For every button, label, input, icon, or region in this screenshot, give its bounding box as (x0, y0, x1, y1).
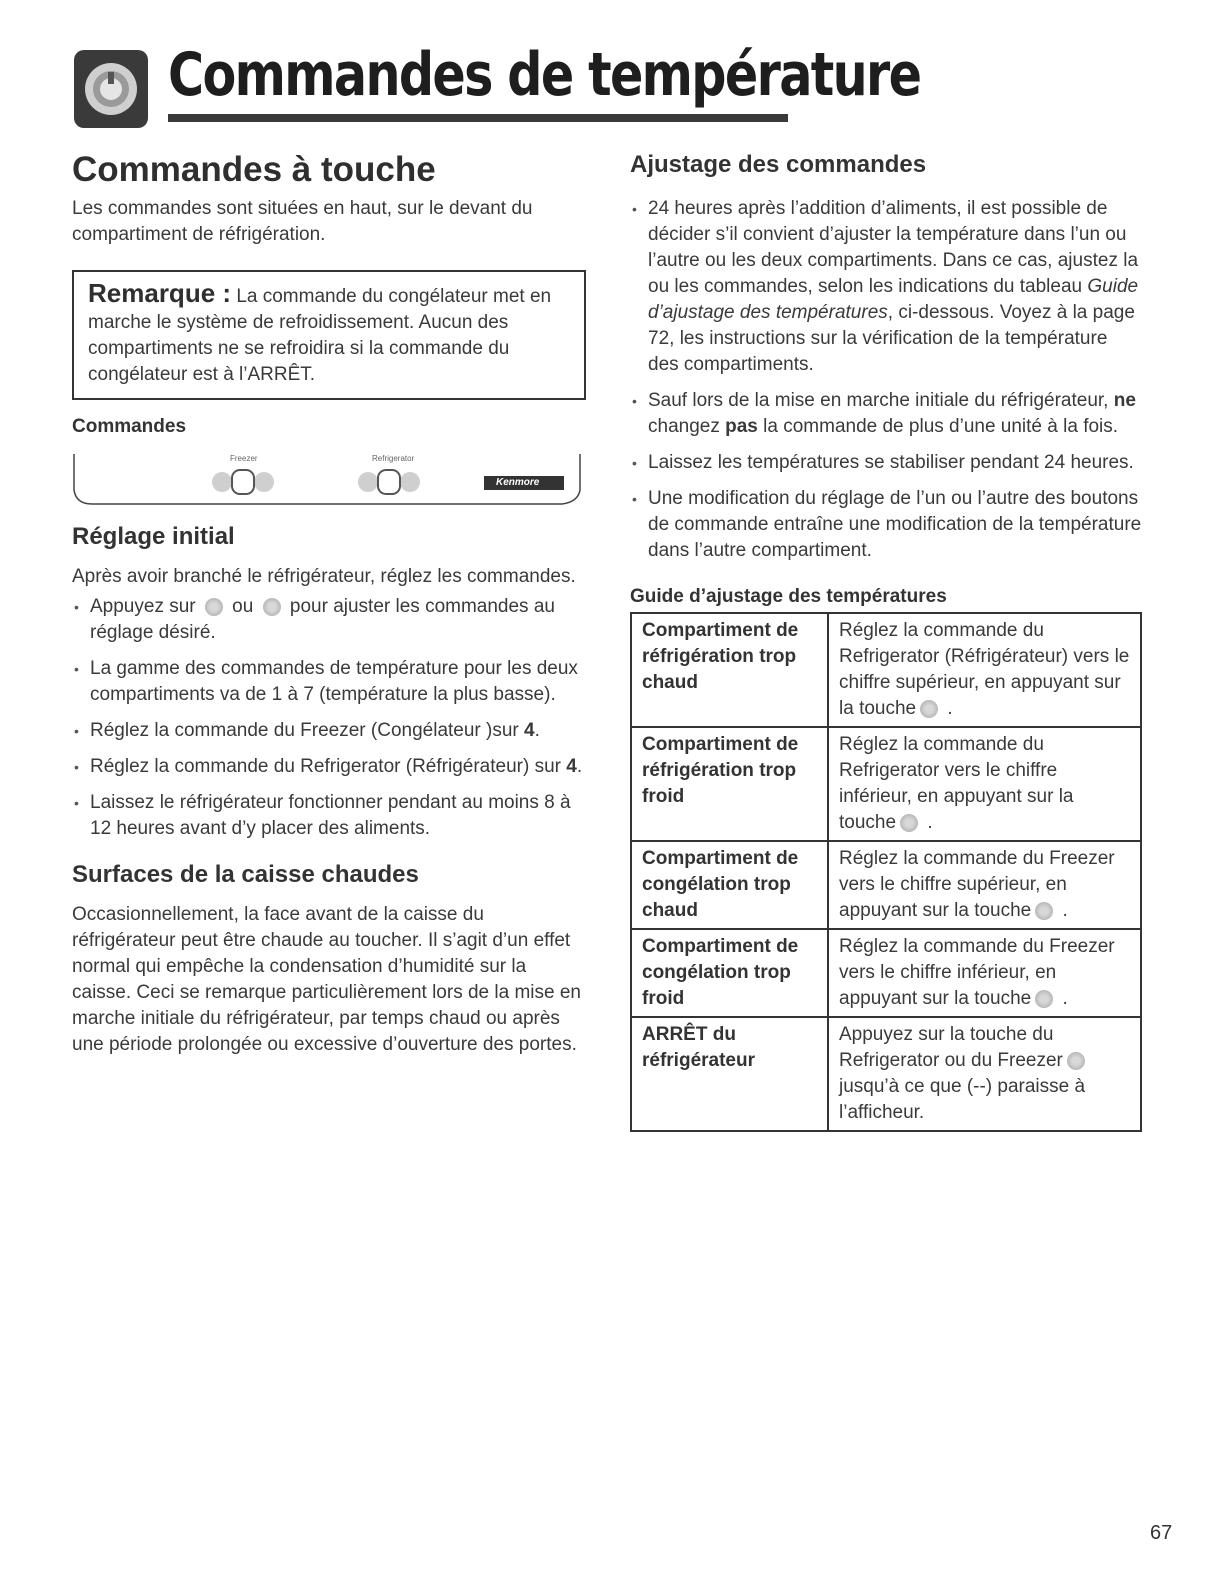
list-item: • 24 heures après l’addition d’aliments, il est possible de décider s’il convient d’ajuster la température dans l’un ou l’autre ou les deux compartiments. Dans ce cas, ajustez la ou les commandes, selon les indications du tableau Guide d’ajustage des températures, ci-dessous. Voyez à la page 72, les instructions sur la vérification de la température des compartiments. (630, 196, 1142, 378)
action-cell: Réglez la commande du Refrigerator vers le chiffre inférieur, en appuyant sur la touche . (828, 727, 1141, 841)
table-row (631, 727, 1141, 841)
condition-cell: Compartiment de congélation trop chaud (631, 841, 828, 929)
title-underline (168, 114, 788, 122)
dial-icon (74, 50, 148, 128)
condition-cell: Compartiment de congélation trop froid (631, 929, 828, 1017)
page-number: 67 (1150, 1522, 1173, 1544)
key-icon (920, 700, 938, 718)
surfaces-text: Occasionnellement, la face avant de la caisse du réfrigérateur peut être chaude au toucher. Il s’agit d’un effet normal qui empêche la condensation d’humidité sur la caisse. Ceci se remarque particulièrement lors de la mise en marche initiale du réfrigérateur, par temps chaud ou après une période prolongée ou excessive d’ouverture des portes. (72, 904, 581, 1055)
list-item: • Réglez la commande du Freezer (Congélateur )sur 4. (72, 718, 584, 744)
right-column (630, 150, 1142, 1132)
action-cell: Appuyez sur la touche du Refrigerator ou du Freezer jusqu’à ce que (--) paraisse à l’afficheur. (828, 1017, 1141, 1131)
page-title: Commandes de température (168, 40, 921, 110)
condition-cell: ARRÊT du réfrigérateur (631, 1017, 828, 1131)
section-title-surfaces: Surfaces de la caisse chaudes (72, 861, 419, 888)
key-icon (1067, 1052, 1085, 1070)
up-key-icon (263, 598, 281, 616)
action-cell: Réglez la commande du Freezer vers le chiffre supérieur, en appuyant sur la touche . (828, 841, 1141, 929)
control-panel (72, 452, 580, 510)
section-title-touch: Commandes à touche (72, 150, 436, 189)
fridge-label: Refrigerator (372, 454, 415, 463)
note-text: La commande du congélateur met en marche le système de refroidissement. Aucun des compartiments ne se refroidira si la commande du congélateur est à l’ARRÊT. (88, 286, 552, 385)
list-item: • Une modification du réglage de l’un ou l’autre des boutons de commande entraîne une modification de la température dans l’autre compartiment. (630, 486, 1142, 564)
table-row (631, 1017, 1141, 1131)
list-item: • La gamme des commandes de température pour les deux compartiments va de 1 à 7 (température la plus basse). (72, 656, 584, 708)
action-cell: Réglez la commande du Freezer vers le chiffre inférieur, en appuyant sur la touche . (828, 929, 1141, 1017)
list-item: • Laissez les températures se stabiliser pendant 24 heures. (630, 450, 1142, 476)
table-row (631, 613, 1141, 727)
initial-list (72, 594, 584, 842)
note-box (72, 270, 586, 400)
adjust-list (630, 196, 1142, 564)
action-cell: Réglez la commande du Refrigerator (Réfrigérateur) vers le chiffre supérieur, en appuyant sur la touche . (828, 613, 1141, 727)
note-lead: Remarque : (88, 278, 232, 308)
list-item: • Laissez le réfrigérateur fonctionner pendant au moins 8 à 12 heures avant d’y placer des aliments. (72, 790, 584, 842)
condition-cell: Compartiment de réfrigération trop chaud (631, 613, 828, 727)
left-column (72, 150, 584, 1058)
controls-label: Commandes (72, 416, 187, 437)
temperature-guide-table (630, 612, 1142, 1132)
freezer-label: Freezer (230, 454, 258, 463)
table-row (631, 841, 1141, 929)
condition-cell: Compartiment de réfrigération trop froid (631, 727, 828, 841)
section-title-adjust: Ajustage des commandes (630, 151, 927, 178)
guide-title: Guide d’ajustage des températures (630, 586, 947, 607)
list-item: • Sauf lors de la mise en marche initiale du réfrigérateur, ne changez pas la commande de plus d’une unité à la fois. (630, 388, 1142, 440)
initial-intro: Après avoir branché le réfrigérateur, réglez les commandes. (72, 566, 576, 587)
down-key-icon (205, 598, 223, 616)
list-item: • Appuyez sur ou pour ajuster les commandes au réglage désiré. (72, 594, 584, 646)
key-icon (1035, 990, 1053, 1008)
key-icon (900, 814, 918, 832)
brand-logo: Kenmore (496, 477, 540, 488)
list-item: • Réglez la commande du Refrigerator (Réfrigérateur) sur 4. (72, 754, 584, 780)
section-title-initial: Réglage initial (72, 523, 235, 550)
touch-intro: Les commandes sont situées en haut, sur le devant du compartiment de réfrigération. (72, 198, 533, 245)
table-row (631, 929, 1141, 1017)
key-icon (1035, 902, 1053, 920)
